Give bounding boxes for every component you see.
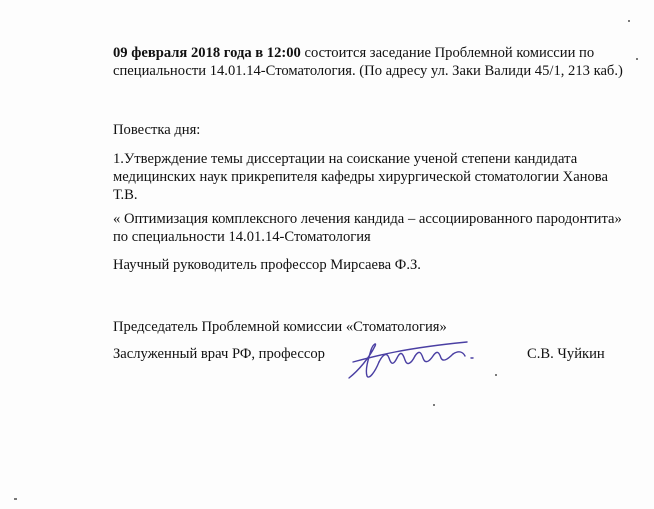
chair-line: Председатель Проблемной комиссии «Стоматология» (113, 319, 447, 335)
scientific-supervisor: Научный руководитель профессор Мирсаева Ф.З. (113, 257, 421, 273)
meeting-details: состоится заседание Проблемной комиссии по специальности 14.01.14-Стоматология. (По адресу ул. Заки Валиди 45/1, 213 каб.) (113, 45, 623, 79)
meeting-date-time: 09 февраля 2018 года в 12:00 (113, 45, 301, 61)
agenda-heading: Повестка дня: (113, 122, 201, 138)
signatory-title: Заслуженный врач РФ, профессор (113, 346, 325, 362)
dissertation-topic: « Оптимизация комплексного лечения кандида – ассоциированного пародонтита» по специальности 14.01.14-Стоматология (113, 211, 622, 245)
signatory-name: С.В. Чуйкин (527, 346, 605, 362)
handwritten-signature (335, 336, 505, 386)
scan-speck (636, 58, 638, 60)
scan-speck (433, 404, 435, 406)
meeting-announcement (113, 44, 628, 80)
scan-speck (14, 498, 17, 500)
scan-speck (628, 20, 630, 22)
agenda-item-1: 1.Утверждение темы диссертации на соискание ученой степени кандидата медицинских наук прикрепителя кафедры хирургической стоматологии Ханова Т.В. (113, 151, 608, 203)
scan-speck (495, 374, 497, 376)
